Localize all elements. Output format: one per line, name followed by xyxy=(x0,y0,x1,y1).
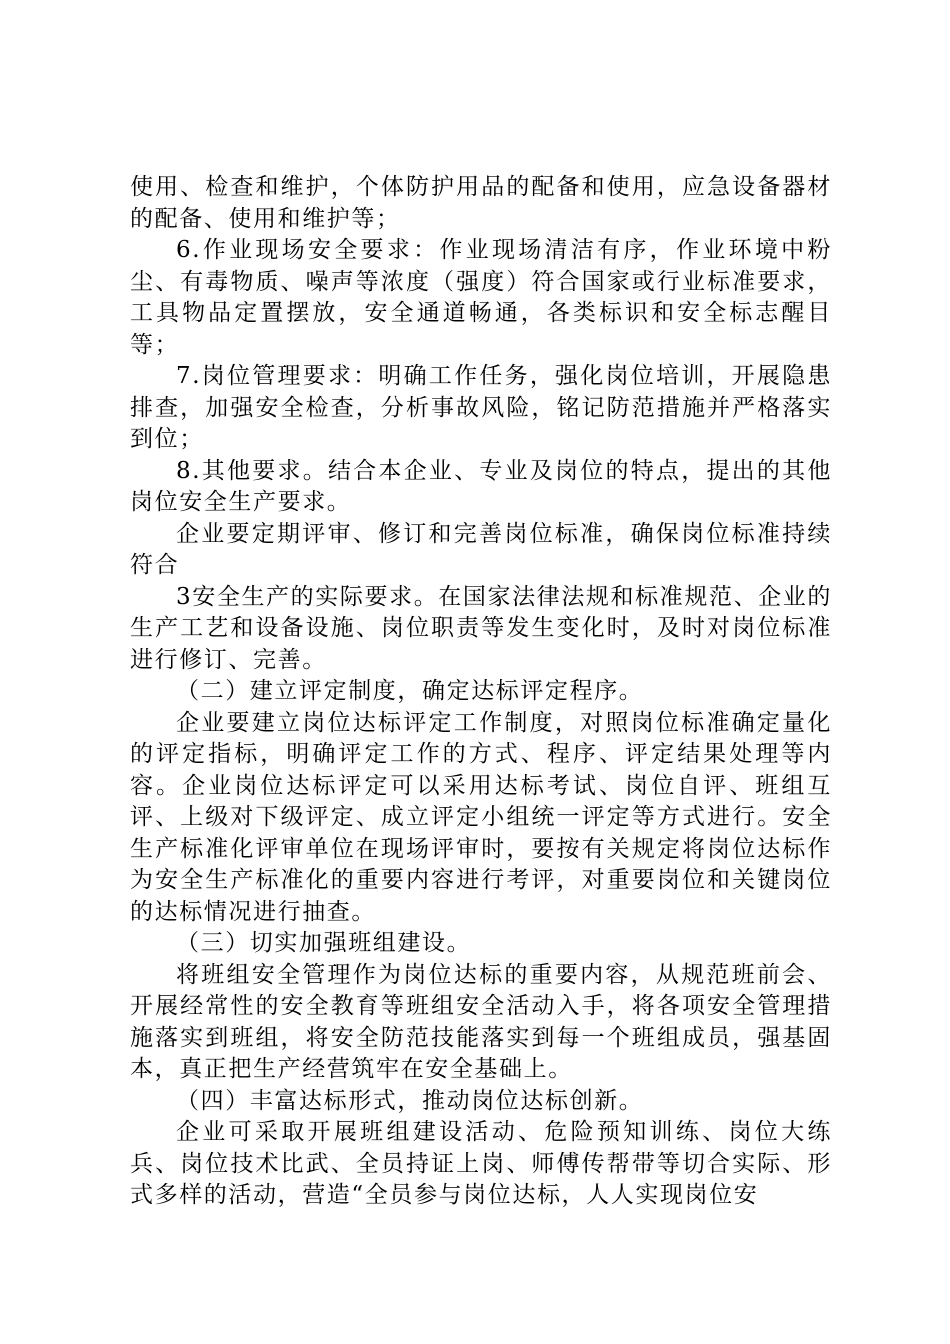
document-body xyxy=(130,172,832,1212)
paragraph-12: 企业可采取开展班组建设活动、危险预知训练、岗位大练兵、岗位技术比武、全员持证上岗、师傅传帮带等切合实际、形式多样的活动，营造“全员参与岗位达标，人人实现岗位安 xyxy=(130,1119,832,1208)
section-heading-2: （二）建立评定制度，确定达标评定程序。 xyxy=(176,678,644,704)
paragraph-8: 企业要建立岗位达标评定工作制度，对照岗位标准确定量化的评定指标，明确评定工作的方式、程序、评定结果处理等内容。企业岗位达标评定可以采用达标考试、岗位自评、班组互评、上级对下级评定、成立评定小组统一评定等方式进行。安全生产标准化评审单位在现场评审时，要按有关规定将岗位达标作为安全生产标准化的重要内容进行考评，对重要岗位和关键岗位的达标情况进行抽查。 xyxy=(130,709,832,925)
paragraph-3: 7.岗位管理要求：明确工作任务，强化岗位培训，开展隐患排查，加强安全检查，分析事故风险，铭记防范措施并严格落实到位； xyxy=(130,363,832,452)
paragraph-6: 3安全生产的实际要求。在国家法律法规和标准规范、企业的生产工艺和设备设施、岗位职责等发生变化时，及时对岗位标准进行修订、完善。 xyxy=(130,583,832,673)
section-heading-3: （三）切实加强班组建设。 xyxy=(176,930,472,956)
paragraph-10: 将班组安全管理作为岗位达标的重要内容，从规范班前会、开展经常性的安全教育等班组安全活动入手，将各项安全管理措施落实到班组，将安全防范技能落实到每一个班组成员，强基固本，真正把生产经营筑牢在安全基础上。 xyxy=(130,961,832,1082)
paragraph-4: 8.其他要求。结合本企业、专业及岗位的特点，提出的其他岗位安全生产要求。 xyxy=(130,457,832,515)
section-heading-4: （四）丰富达标形式，推动岗位达标创新。 xyxy=(176,1087,644,1114)
paragraph-5: 企业要定期评审、修订和完善岗位标准，确保岗位标准持续符合 xyxy=(130,520,832,578)
paragraph-1: 使用、检查和维护，个体防护用品的配备和使用，应急设备器材的配备、使用和维护等； xyxy=(130,174,832,232)
paragraph-2: 6.作业现场安全要求：作业现场清洁有序，作业环境中粉尘、有毒物质、噪声等浓度（强度）符合国家或行业标准要求，工具物品定置摆放，安全通道畅通，各类标识和安全标志醒目等； xyxy=(130,237,832,358)
